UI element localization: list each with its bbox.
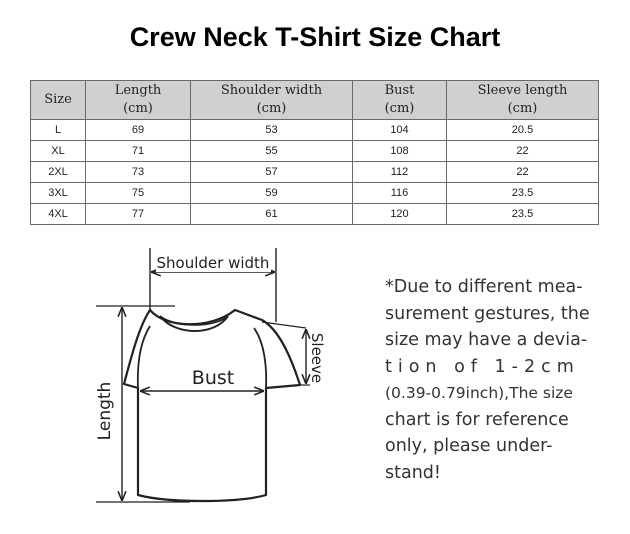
cell-sleeve-length: 22 [447,162,599,183]
note-line: stand! [385,462,441,483]
cell-bust: 104 [353,120,447,141]
header-unit: (cm) [123,101,153,116]
bust-label: Bust [191,367,235,389]
header-sleeve-length [447,81,599,120]
cell-sleeve-length: 22 [447,141,599,162]
cell-sleeve-length: 23.5 [447,204,599,225]
table-header-row [31,81,599,120]
header-unit: (cm) [256,101,287,116]
note-line: (0.39-0.79inch),The size [385,384,573,402]
note-line: chart is for reference [385,409,569,430]
cell-size: L [31,120,86,141]
cell-bust: 108 [353,141,447,162]
page-title: Crew Neck T-Shirt Size Chart [129,22,501,52]
size-table [30,80,599,225]
length-label: Length [95,381,115,441]
table-row [31,162,599,183]
header-label: Shoulder width [220,83,323,98]
cell-shoulder-width: 61 [191,204,353,225]
note-line: tion of 1-2cm [385,356,580,377]
header-unit: (cm) [384,101,415,116]
note-line: surement gestures, the [385,303,590,324]
cell-size: 3XL [31,183,86,204]
cell-shoulder-width: 57 [191,162,353,183]
shoulder-width-dimension [150,248,276,322]
header-length [86,81,191,120]
measurement-note [385,274,615,486]
header-label: Length [114,83,162,98]
table-row [31,120,599,141]
cell-size: 4XL [31,204,86,225]
tshirt-outline-icon [124,310,300,501]
table-row [31,141,599,162]
header-size [31,81,86,120]
cell-length: 73 [86,162,191,183]
cell-size: XL [31,141,86,162]
cell-shoulder-width: 59 [191,183,353,204]
cell-length: 71 [86,141,191,162]
sleeve-label: Sleeve [308,332,326,384]
tshirt-measurement-diagram [0,240,340,520]
table-row [31,183,599,204]
cell-bust: 116 [353,183,447,204]
header-shoulder-width [191,81,353,120]
cell-bust: 120 [353,204,447,225]
header-label: Size [44,92,72,107]
cell-bust: 112 [353,162,447,183]
header-label: Bust [384,83,415,98]
table-row [31,204,599,225]
cell-length: 75 [86,183,191,204]
header-bust [353,81,447,120]
cell-shoulder-width: 53 [191,120,353,141]
cell-size: 2XL [31,162,86,183]
header-label: Sleeve length [477,83,568,98]
cell-sleeve-length: 23.5 [447,183,599,204]
note-line: only, please under- [385,436,553,456]
note-line: size may have a devia- [385,330,588,350]
shoulder-width-label: Shoulder width [156,254,270,272]
cell-length: 69 [86,120,191,141]
cell-sleeve-length: 20.5 [447,120,599,141]
cell-shoulder-width: 55 [191,141,353,162]
cell-length: 77 [86,204,191,225]
header-unit: (cm) [507,101,538,116]
note-line: *Due to different mea- [385,277,583,297]
